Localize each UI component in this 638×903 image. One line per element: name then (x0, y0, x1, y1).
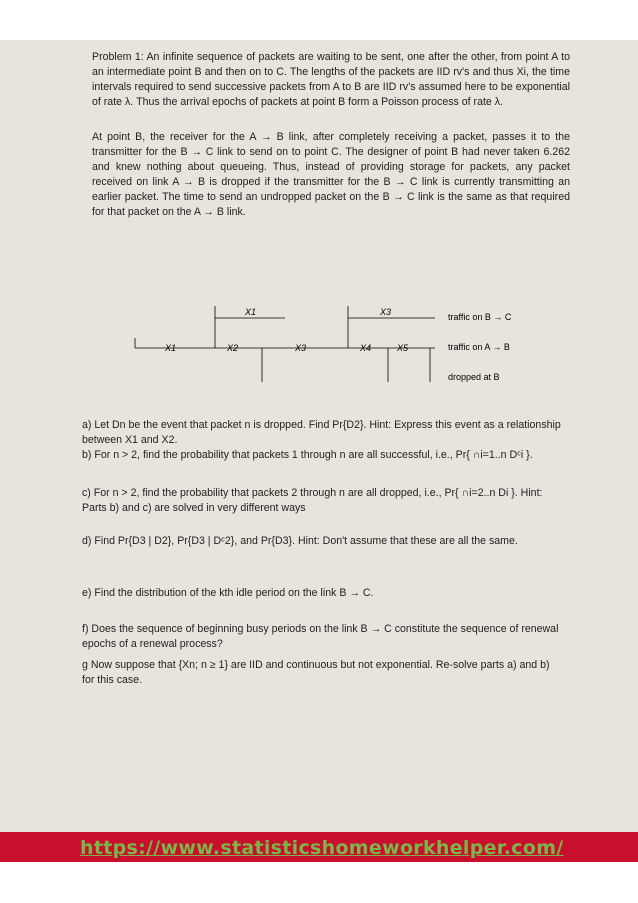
question-g: g Now suppose that {Xn; n ≥ 1} are IID and continuous but not exponential. Re-solve parts a) and b) for this case. (82, 659, 550, 686)
question-a: a) Let Dn be the event that packet n is dropped. Find Pr{D2}. Hint: Express this event as a relationship between X1 and X2. (82, 419, 561, 446)
problem-paragraph-1: Problem 1: An infinite sequence of packets are waiting to be sent, one after the other, from point A to an intermediate point B and then on to C. The lengths of the packets are IID rv's and thus Xi, the time intervals required to send successive packets from A to B are IID rv's assumed here to be exponential of rate λ. Thus the arrival epochs of packets at point B form a Poisson process of rate λ. (92, 51, 570, 108)
label-x1-top: X1 (245, 307, 257, 317)
question-f: f) Does the sequence of beginning busy periods on the link B → C constitute the sequence of renewal epochs of a renewal process? (82, 623, 559, 650)
question-c: c) For n > 2, find the probability that packets 2 through n are all dropped, i.e., Pr{ ∩i=2..n Di }. Hint: Parts b) and c) are solved in very different ways (82, 487, 543, 514)
legend-bc: traffic on B → C (448, 312, 512, 322)
question-e: e) Find the distribution of the kth idle period on the link B → C. (82, 587, 374, 599)
legend-ab: traffic on A → B (448, 342, 510, 352)
problem-paragraph-2: At point B, the receiver for the A → B link, after completely receiving a packet, passes it to the transmitter for the B → C link to send on to point C. The designer of point B had never taken 6.262 and knew nothing about queueing. Thus, instead of providing storage for packets, any packet received on link A → B is dropped if the transmitter for the B → C link is currently transmitting an earlier packet. The time to send an undropped packet on the B → C link is the same as that required for that packet on the A → B link. (92, 131, 570, 218)
label-x4-bottom: X4 (360, 343, 372, 353)
legend-dropped: dropped at B (448, 372, 500, 382)
question-d: d) Find Pr{D3 | D2}, Pr{D3 | Dᶜ2}, and Pr{D3}. Hint: Don't assume that these are all the same. (82, 535, 518, 547)
footer-website-link[interactable]: https://www.statisticshomeworkhelper.com/ (80, 837, 564, 859)
label-x5-bottom: X5 (397, 343, 409, 353)
label-x3-top: X3 (380, 307, 392, 317)
packet-timing-diagram (130, 300, 540, 390)
question-b: b) For n > 2, find the probability that packets 1 through n are all successful, i.e., Pr{ ∩i=1..n Dᶜi }. (82, 449, 533, 461)
label-x3-bottom: X3 (295, 343, 307, 353)
label-x2-bottom: X2 (227, 343, 239, 353)
label-x1-bottom: X1 (165, 343, 177, 353)
